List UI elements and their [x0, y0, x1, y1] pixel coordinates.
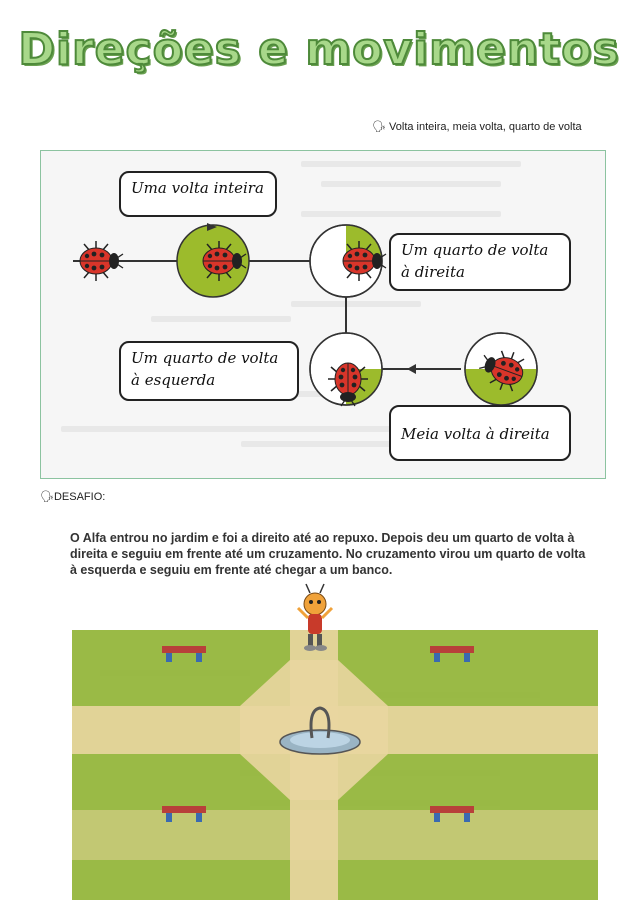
challenge-prompt: O Alfa entrou no jardim e foi a direito até ao repuxo. Depois deu um quarto de volta à direita e seguiu em frente até um cruzamento. No cruzamento virou um quarto de volta à esquerda e seguiu em frente até chegar a um banco.	[70, 531, 586, 577]
garden-challenge	[40, 510, 604, 900]
subtitle-text: Volta inteira, meia volta, quarto de volta	[389, 121, 582, 133]
label-full-turn-text: Uma volta inteira	[131, 179, 264, 197]
ladybug-icon	[80, 241, 123, 281]
turns-diagram	[40, 150, 606, 479]
label-quarter-left	[119, 341, 299, 401]
desafio-label: DESAFIO:	[53, 491, 106, 503]
desafio-heading	[40, 490, 105, 503]
label-full-turn	[119, 171, 277, 217]
label-quarter-right	[389, 233, 571, 291]
speaker-icon: 🗣	[40, 491, 54, 503]
label-half-right-text: Meia volta à direita	[401, 425, 550, 443]
speaker-icon: 🗣	[372, 121, 386, 133]
label-quarter-left-text: Um quarto de volta à esquerda	[131, 349, 279, 389]
subtitle	[372, 120, 582, 133]
page-title: Direções e movimentos	[18, 24, 620, 75]
label-quarter-right-text: Um quarto de volta à direita	[401, 241, 549, 281]
garden-map	[40, 510, 604, 900]
label-half-right	[389, 405, 571, 461]
